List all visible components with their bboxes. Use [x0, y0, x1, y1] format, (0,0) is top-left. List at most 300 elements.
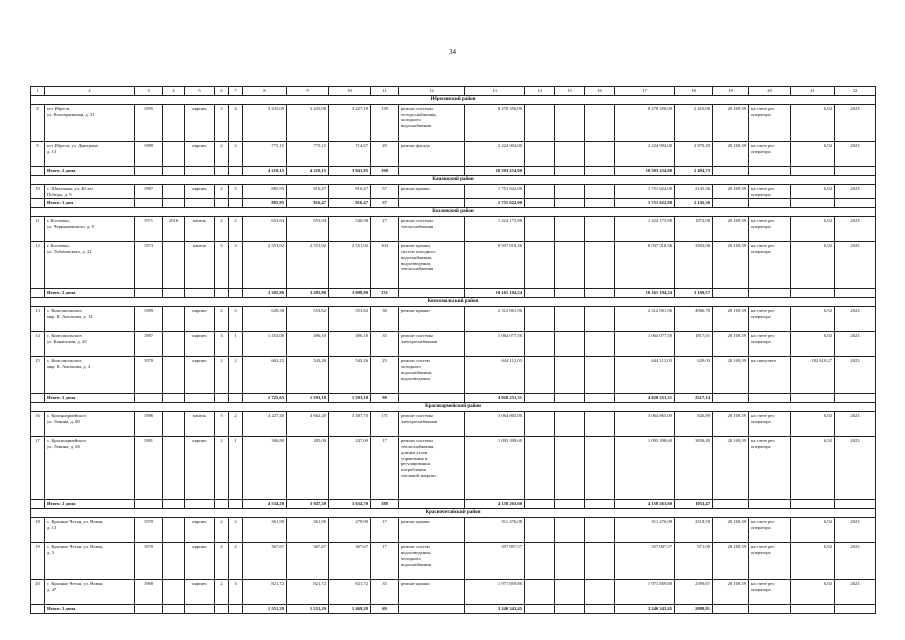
- table-cell: 4 534,20: [243, 500, 287, 509]
- header-cell: 12: [399, 87, 465, 96]
- table-cell: ремонт крыши, систем холодного водоснабжения, водоотведения, теплоснабжения: [399, 242, 465, 289]
- table-cell: 361,90: [243, 518, 287, 543]
- table-cell: 20 169,39: [713, 307, 749, 332]
- table-cell: [555, 543, 585, 580]
- table-cell: 1987: [135, 332, 163, 357]
- table-cell: [31, 500, 45, 509]
- table-cell: 2016: [163, 217, 185, 242]
- table-cell: 2088,81: [675, 605, 713, 614]
- subtotal-row: [31, 394, 876, 403]
- table-cell: 20 169,39: [713, 141, 749, 166]
- table-cell: 2 494,75: [675, 166, 713, 175]
- table-cell: 2 725,63: [243, 394, 287, 403]
- table-cell: 361,90: [287, 518, 329, 543]
- table-cell: [525, 518, 555, 543]
- table-cell: 15: [31, 357, 45, 394]
- table-row: [31, 141, 876, 166]
- table-cell: [555, 518, 585, 543]
- table-cell: ремонт крыши: [399, 307, 465, 332]
- table-cell: 1 453,00: [243, 332, 287, 357]
- table-cell: 816,47: [329, 184, 371, 198]
- table-cell: 2 551,92: [287, 242, 329, 289]
- table-cell: [163, 289, 185, 298]
- table-cell: ремонт системы холодоснабжения, холодного водоснабжения: [399, 104, 465, 141]
- table-cell: 367,67: [329, 543, 371, 580]
- table-cell: 1 971 859,80: [615, 580, 675, 605]
- table-cell: [185, 500, 215, 509]
- table-cell: 1978: [135, 357, 163, 394]
- table-cell: 2 312 061,96: [465, 307, 525, 332]
- district-name: Ибресинский район: [31, 95, 876, 104]
- table-cell: [525, 332, 555, 357]
- table-cell: [525, 166, 555, 175]
- table-cell: 104: [371, 242, 399, 289]
- page-number: 34: [449, 48, 456, 56]
- table-cell: [215, 605, 229, 614]
- table-cell: 5: [215, 242, 229, 289]
- table-row: [31, 332, 876, 357]
- header-cell: 2: [45, 87, 135, 96]
- header-cell: 15: [555, 87, 585, 96]
- table-cell: кирпич: [185, 104, 215, 141]
- table-row: [31, 437, 876, 500]
- table-cell: на счете рег. оператора: [749, 412, 791, 437]
- table-cell: 357 007,57: [615, 543, 675, 580]
- table-cell: [525, 357, 555, 394]
- table-cell: 3 098,90: [329, 289, 371, 298]
- table-cell: 2023: [835, 580, 876, 605]
- header-cell: 14: [525, 87, 555, 96]
- table-cell: [163, 518, 185, 543]
- table-cell: [525, 394, 555, 403]
- table-cell: [215, 199, 229, 208]
- table-cell: 3 662,20: [287, 412, 329, 437]
- table-cell: 27: [371, 217, 399, 242]
- table-cell: [585, 412, 615, 437]
- table-cell: Итого: 2 дома: [45, 166, 135, 175]
- header-cell: 7: [229, 87, 243, 96]
- table-cell: [835, 166, 876, 175]
- table-cell: 10 161 194,24: [615, 289, 675, 298]
- table-cell: 885,95: [243, 184, 287, 198]
- table-cell: [31, 199, 45, 208]
- table-cell: 131: [371, 289, 399, 298]
- table-cell: [791, 166, 835, 175]
- table-cell: [215, 500, 229, 509]
- table-cell: 20 169,39: [713, 242, 749, 289]
- table-cell: 3 205,86: [243, 289, 287, 298]
- district-header-row: [31, 403, 876, 412]
- district-header-row: [31, 95, 876, 104]
- table-cell: 367,67: [243, 543, 287, 580]
- table-cell: 3 205,86: [287, 289, 329, 298]
- table-cell: [585, 242, 615, 289]
- table-cell: 247,00: [329, 437, 371, 500]
- table-cell: [525, 307, 555, 332]
- table-cell: 644 112,03: [465, 357, 525, 394]
- table-cell: 20 169,39: [713, 104, 749, 141]
- table-cell: 2023: [835, 104, 876, 141]
- table-cell: 6,92: [791, 184, 835, 198]
- header-cell: 16: [585, 87, 615, 96]
- table-cell: г. Козловка, ул. Чернышевского, д. 9: [45, 217, 135, 242]
- table-cell: 4 020 251,31: [465, 394, 525, 403]
- table-cell: 20 169,39: [713, 357, 749, 394]
- table-cell: 1987: [135, 184, 163, 198]
- table-cell: Итого: 3 дома: [45, 605, 135, 614]
- table-cell: 3: [215, 332, 229, 357]
- table-cell: с. Красные Четаи, ул. Новая, д. 13: [45, 518, 135, 543]
- table-cell: на счете рег. оператора: [749, 580, 791, 605]
- table-cell: [229, 500, 243, 509]
- table-cell: [555, 104, 585, 141]
- subtotal-row: [31, 166, 876, 175]
- table-cell: [585, 104, 615, 141]
- table-cell: 19: [31, 543, 45, 580]
- table-cell: с. Красноармейское, ул. Ленина, д. 66: [45, 437, 135, 500]
- table-cell: [399, 166, 465, 175]
- table-cell: 620,38: [243, 307, 287, 332]
- table-cell: [749, 199, 791, 208]
- table-cell: [555, 141, 585, 166]
- district-name: Комсомольский район: [31, 298, 876, 307]
- table-cell: [525, 605, 555, 614]
- table-cell: [585, 217, 615, 242]
- table-cell: 6,92: [791, 242, 835, 289]
- table-cell: 57: [371, 199, 399, 208]
- table-cell: 553,82: [287, 307, 329, 332]
- table-cell: [555, 199, 585, 208]
- table-cell: 3 941,85: [329, 166, 371, 175]
- table-cell: 2: [215, 217, 229, 242]
- district-header-row: [31, 298, 876, 307]
- table-row: [31, 184, 876, 198]
- table-cell: 3: [229, 307, 243, 332]
- table-cell: [163, 394, 185, 403]
- table-cell: 1989: [135, 141, 163, 166]
- table-cell: [525, 184, 555, 198]
- table-cell: ремонт системы электроснабжения: [399, 412, 465, 437]
- table-cell: на счете рег. оператора: [749, 307, 791, 332]
- header-cell: 3: [135, 87, 163, 96]
- district-name: Козловский район: [31, 208, 876, 217]
- table-cell: на счете рег. оператора: [749, 242, 791, 289]
- table-cell: [399, 394, 465, 403]
- table-cell: 1 093 398,60: [465, 437, 525, 500]
- table-cell: [31, 289, 45, 298]
- header-cell: 19: [713, 87, 749, 96]
- table-cell: 20: [31, 580, 45, 605]
- table-cell: [835, 289, 876, 298]
- table-cell: 2517,14: [675, 394, 713, 403]
- table-cell: 2 551,92: [329, 242, 371, 289]
- table-cell: кирпич: [185, 307, 215, 332]
- table-cell: [585, 605, 615, 614]
- subtotal-row: [31, 199, 876, 208]
- table-cell: 2023: [835, 518, 876, 543]
- table-cell: ремонт системы теплоснабжения: [399, 217, 465, 242]
- table-cell: 821,72: [287, 580, 329, 605]
- table-cell: 6,92: [791, 437, 835, 500]
- table-cell: 1 751 622,00: [465, 184, 525, 198]
- table-cell: 3 240 343,45: [615, 605, 675, 614]
- table-cell: 6,92: [791, 141, 835, 166]
- district-header-row: [31, 509, 876, 518]
- table-cell: [185, 605, 215, 614]
- table-cell: [31, 394, 45, 403]
- table-cell: [555, 242, 585, 289]
- table-cell: [135, 500, 163, 509]
- table-row: [31, 580, 876, 605]
- table-cell: ремонт систем водоотведения, холодного водоснабжения: [399, 543, 465, 580]
- table-cell: 2: [229, 217, 243, 242]
- table-cell: [229, 199, 243, 208]
- table-cell: [229, 166, 243, 175]
- table-cell: [791, 500, 835, 509]
- table-cell: 35: [371, 580, 399, 605]
- table-cell: 10: [31, 184, 45, 198]
- table-cell: 816,47: [329, 199, 371, 208]
- table-cell: на счете рег. оператора: [749, 437, 791, 500]
- table-cell: [555, 357, 585, 394]
- table-cell: [713, 289, 749, 298]
- table-cell: [585, 332, 615, 357]
- table-cell: [163, 242, 185, 289]
- table-cell: на спецсчете: [749, 357, 791, 394]
- table-cell: 17: [371, 437, 399, 500]
- table-cell: с. Шихазаны, ул. 40 лет Победы, д. 9: [45, 184, 135, 198]
- table-cell: 1989: [135, 307, 163, 332]
- table-cell: 1 751 622,00: [615, 184, 675, 198]
- table-cell: 2: [215, 184, 229, 198]
- table-cell: панель: [185, 412, 215, 437]
- table-cell: 20 169,39: [713, 518, 749, 543]
- table-cell: [31, 605, 45, 614]
- table-cell: кирпич: [185, 518, 215, 543]
- table-cell: [749, 394, 791, 403]
- table-cell: 816,47: [287, 184, 329, 198]
- table-cell: 816,47: [287, 199, 329, 208]
- table-cell: 3 387,70: [329, 412, 371, 437]
- table-cell: 2 224 904,00: [615, 141, 675, 166]
- table-cell: 2: [215, 580, 229, 605]
- table-cell: 35: [371, 332, 399, 357]
- table-cell: ремонт систем холодного водоснабжения, водоотведения: [399, 357, 465, 394]
- table-cell: 20 169,39: [713, 437, 749, 500]
- table-cell: 10 503 254,00: [465, 166, 525, 175]
- table-cell: [525, 437, 555, 500]
- table-cell: 11: [31, 217, 45, 242]
- table-cell: 2023: [835, 184, 876, 198]
- table-cell: кирпич: [185, 357, 215, 394]
- header-cell: 22: [835, 87, 876, 96]
- table-cell: [555, 217, 585, 242]
- table-cell: [399, 289, 465, 298]
- table-cell: 1 593,18: [287, 394, 329, 403]
- table-cell: с. Комсомольское, мкр. К. Антонова, д. 2: [45, 357, 135, 394]
- table-cell: [555, 307, 585, 332]
- table-cell: [163, 141, 185, 166]
- table-cell: 1986: [135, 412, 163, 437]
- table-cell: [713, 500, 749, 509]
- table-row: [31, 543, 876, 580]
- table-cell: ремонт системы электроснабжения: [399, 332, 465, 357]
- table-cell: 188: [371, 500, 399, 509]
- table-cell: [163, 357, 185, 394]
- table-cell: 775,15: [243, 141, 287, 166]
- table-cell: 496,10: [329, 332, 371, 357]
- table-cell: 2023: [835, 357, 876, 394]
- table-cell: [135, 199, 163, 208]
- table-cell: кирпич: [185, 141, 215, 166]
- table-cell: 662,25: [243, 357, 287, 394]
- table-cell: 2 224 904,00: [465, 141, 525, 166]
- table-cell: 543,26: [329, 357, 371, 394]
- table-cell: 1053,47: [675, 500, 713, 509]
- table-cell: 10 503 254,00: [615, 166, 675, 175]
- table-cell: 1995: [135, 104, 163, 141]
- district-header-row: [31, 175, 876, 184]
- header-cell: 18: [675, 87, 713, 96]
- table-cell: [163, 412, 185, 437]
- table-cell: 2023: [835, 141, 876, 166]
- table-cell: 20 169,39: [713, 184, 749, 198]
- table-cell: [835, 199, 876, 208]
- table-cell: Итого: 3 дома: [45, 394, 135, 403]
- table-cell: 885,95: [243, 199, 287, 208]
- table-cell: [399, 605, 465, 614]
- table-cell: ремонт фасада: [399, 141, 465, 166]
- table-cell: [749, 605, 791, 614]
- table-cell: 25: [371, 357, 399, 394]
- table-cell: [525, 289, 555, 298]
- table-cell: 6,92: [791, 412, 835, 437]
- table-cell: пгт Ибреси, ул. Кооперативная, д. 31: [45, 104, 135, 141]
- table-cell: 367,67: [287, 543, 329, 580]
- header-cell: 6: [215, 87, 229, 96]
- table-cell: [525, 412, 555, 437]
- table-cell: [791, 199, 835, 208]
- table-cell: [163, 437, 185, 500]
- table-cell: [215, 289, 229, 298]
- table-cell: 2: [229, 543, 243, 580]
- table-cell: 4 210,15: [287, 166, 329, 175]
- table-cell: [525, 580, 555, 605]
- table-cell: 1 224 175,88: [465, 217, 525, 242]
- table-cell: [163, 500, 185, 509]
- table-cell: 1: [229, 332, 243, 357]
- table-cell: 5: [215, 412, 229, 437]
- table-cell: 20 169,39: [713, 217, 749, 242]
- table-cell: [185, 166, 215, 175]
- table-row: [31, 307, 876, 332]
- table-cell: 2023: [835, 412, 876, 437]
- table-cell: [585, 357, 615, 394]
- table-cell: 13: [31, 307, 45, 332]
- table-cell: 911 476,08: [615, 518, 675, 543]
- table-cell: 6,92: [791, 332, 835, 357]
- table-cell: 10 161 194,24: [465, 289, 525, 298]
- table-cell: [185, 394, 215, 403]
- table-cell: с. Комсомольское, ул. Канашская, д. 30: [45, 332, 135, 357]
- table-cell: 3 435,00: [243, 104, 287, 141]
- table-cell: 2023: [835, 217, 876, 242]
- table-cell: 3: [215, 104, 229, 141]
- table-cell: Итого: 2 дома: [45, 289, 135, 298]
- table-cell: 182 610,27: [791, 357, 835, 394]
- table-cell: 3: [229, 242, 243, 289]
- table-cell: 4 158 263,60: [465, 500, 525, 509]
- table-cell: [713, 199, 749, 208]
- table-cell: 6,92: [791, 104, 835, 141]
- table-cell: [585, 518, 615, 543]
- table-cell: 3 947,20: [287, 500, 329, 509]
- table-cell: на счете рег. оператора: [749, 543, 791, 580]
- table-cell: 2 410,00: [675, 104, 713, 141]
- table-cell: на счете рег. оператора: [749, 518, 791, 543]
- table-cell: [135, 394, 163, 403]
- table-cell: 279,90: [329, 518, 371, 543]
- table-cell: 2023: [835, 543, 876, 580]
- table-cell: 1 751 622,00: [465, 199, 525, 208]
- header-cell: 17: [615, 87, 675, 96]
- table-cell: [555, 184, 585, 198]
- table-cell: кирпич: [185, 543, 215, 580]
- table-cell: 20 169,39: [713, 412, 749, 437]
- table-cell: 6,92: [791, 543, 835, 580]
- table-cell: 69: [371, 605, 399, 614]
- table-cell: 971,00: [675, 543, 713, 580]
- table-cell: [555, 394, 585, 403]
- table-cell: [749, 289, 791, 298]
- table-cell: 3: [229, 580, 243, 605]
- table-cell: на счете рег. оператора: [749, 104, 791, 141]
- table-cell: 1 593,18: [329, 394, 371, 403]
- table-cell: 2023: [835, 332, 876, 357]
- table-cell: [215, 166, 229, 175]
- table-cell: [215, 394, 229, 403]
- table-cell: 1970: [135, 518, 163, 543]
- table-cell: 543,26: [287, 357, 329, 394]
- table-cell: 1 551,29: [287, 605, 329, 614]
- table-cell: [185, 289, 215, 298]
- table-cell: 4 020 251,31: [615, 394, 675, 403]
- table-cell: [555, 332, 585, 357]
- table-cell: [749, 166, 791, 175]
- table-cell: 2: [229, 141, 243, 166]
- header-cell: 1: [31, 87, 45, 96]
- table-cell: 2: [215, 543, 229, 580]
- table-row: [31, 242, 876, 289]
- table-cell: 285,00: [287, 437, 329, 500]
- table-cell: 775,15: [287, 141, 329, 166]
- table-cell: 17: [371, 518, 399, 543]
- table-cell: 1968: [135, 580, 163, 605]
- table-cell: кирпич: [185, 580, 215, 605]
- table-cell: 57: [371, 184, 399, 198]
- header-cell: 9: [287, 87, 329, 96]
- table-cell: 3 227,18: [329, 104, 371, 141]
- table-cell: 139: [371, 104, 399, 141]
- table-cell: 3 634,70: [329, 500, 371, 509]
- table-cell: [163, 166, 185, 175]
- table-cell: [555, 289, 585, 298]
- table-cell: 2518,59: [675, 518, 713, 543]
- table-cell: [229, 394, 243, 403]
- table-row: [31, 357, 876, 394]
- table-cell: кирпич: [185, 437, 215, 500]
- subtotal-row: [31, 289, 876, 298]
